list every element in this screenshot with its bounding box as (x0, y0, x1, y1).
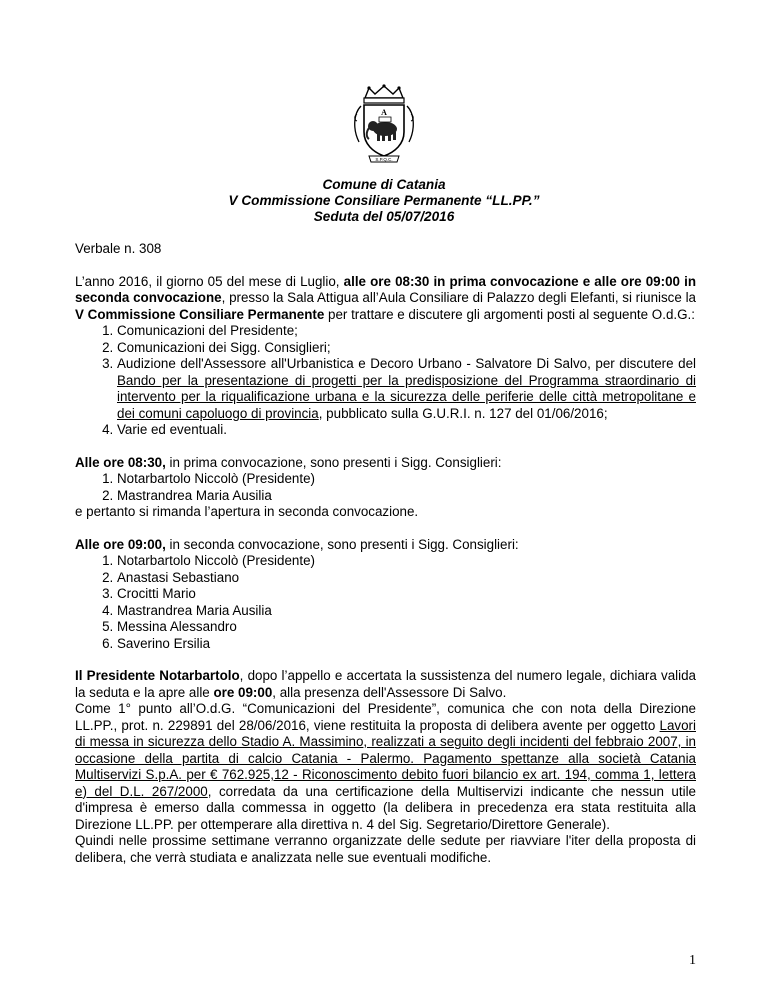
agenda-item-3-suffix: , pubblicato sulla G.U.R.I. n. 127 del 01/06/2016; (318, 405, 608, 421)
header-line-2: V Commissione Consiliare Permanente “LL.PP.” (228, 193, 540, 208)
president-name: Il Presidente Notarbartolo (75, 668, 240, 683)
opening-text-1: , dopo l’appello e accertata la sussistenza del numero legale, dichiara valida la seduta e la apre alle (75, 668, 696, 700)
intro-paragraph (75, 274, 696, 324)
crest-letter: A (381, 108, 387, 117)
catania-crest-logo (351, 84, 417, 164)
list-item: 6. Saverino Ersilia (117, 636, 696, 653)
opening-time: ore 09:00 (213, 684, 273, 700)
list-item: 3. Crocitti Mario (117, 586, 696, 603)
intro-bold-commission: V Commissione Consiliare Permanente (75, 306, 325, 322)
first-call-members (75, 471, 696, 504)
agenda-item-2: 2. Comunicazioni dei Sigg. Consiglieri; (117, 340, 696, 357)
header-line-1: Comune di Catania (322, 177, 446, 192)
document-body (75, 241, 696, 866)
opening-paragraph (75, 668, 696, 701)
verbale-number: Verbale n. 308 (75, 241, 162, 256)
second-call-members (75, 553, 696, 652)
communication-text: Come 1° punto all’O.d.G. “Comunicazioni del Presidente”, comunica che con nota della Direzione LL.PP., prot. n. 229891 del 28/06/2016, viene restituita la proposta di delibera avente per oggetto (75, 701, 696, 733)
list-item: 2. Mastrandrea Maria Ausilia (117, 488, 696, 505)
agenda-item-3-text: Audizione dell'Assessore all'Urbanistica e Decoro Urbano - Salvatore Di Salvo, per discutere del (117, 356, 696, 371)
closing-paragraph: Quindi nelle prossime settimane verranno organizzate delle sedute per riavviare l'iter della proposta di delibera, che verrà studiata e analizzata nelle sue eventuali modifiche. (75, 833, 696, 865)
agenda-list (75, 323, 696, 439)
second-call-text: in seconda convocazione, sono presenti i Sigg. Consiglieri: (165, 536, 519, 552)
agenda-item-4: 4. Varie ed eventuali. (117, 422, 696, 439)
first-call-time: Alle ore 08:30, (75, 454, 166, 470)
intro-text-1: L’anno 2016, il giorno 05 del mese di Luglio, (75, 273, 344, 289)
list-item: 4. Mastrandrea Maria Ausilia (117, 603, 696, 620)
intro-text-3: per trattare e discutere gli argomenti posti al seguente O.d.G.: (324, 306, 695, 322)
first-call-text: in prima convocazione, sono presenti i Sigg. Consiglieri: (165, 454, 502, 470)
agenda-item-1: 1. Comunicazioni del Presidente; (117, 323, 696, 340)
list-item: 2. Anastasi Sebastiano (117, 570, 696, 587)
second-call-heading (75, 537, 696, 554)
page-number: 1 (689, 953, 696, 968)
list-item: 1. Notarbartolo Niccolò (Presidente) (117, 471, 696, 488)
delibera-underlined-title: Lavori di messa in sicurezza dello Stadio A. Massimino, realizzati a seguito degli incidenti del febbraio 2007, in occasione della partita di calcio Catania - Palermo. Pagamento spettanze alla società Catania Multiservizi S.p.A. per € 762.925,12 - Riconoscimento debito fuori bilancio ex art. 194, comma 1, lettera e) del D.L. 267/2000 (75, 717, 696, 799)
opening-text-2: , alla presenza dell'Assessore Di Salvo. (272, 684, 507, 700)
list-item: 5. Messina Alessandro (117, 619, 696, 636)
header-line-3: Seduta del 05/07/2016 (313, 209, 455, 224)
communication-paragraph (75, 701, 696, 833)
intro-text-2: , presso la Sala Attigua all’Aula Consiliare di Palazzo degli Elefanti, si riunisce la (221, 290, 696, 305)
second-call-time: Alle ore 09:00, (75, 536, 166, 552)
intro-bold-times: alle ore 08:30 in prima convocazione e alle ore 09:00 in seconda convocazione (75, 273, 696, 305)
first-call-closing: e pertanto si rimanda l’apertura in seconda convocazione. (75, 504, 419, 519)
agenda-item-3-underlined-title: Bando per la presentazione di progetti per la predisposizione del Programma straordinario di intervento per la riqualificazione urbana e la sicurezza delle periferie delle città metropolitane e dei comuni capoluogo di provincia (117, 372, 696, 421)
first-call-heading (75, 455, 696, 472)
crest-motto: S.P.Q.C. (375, 157, 393, 162)
communication-suffix: , corredata da una certificazione della Multiservizi indicante che nessun utile d'impresa è emerso dalla commessa in oggetto (la delibera in precedenza era stata restituita alla Direzione LL.PP. per ottemperare alla direttiva n. 4 del Sig. Segretario/Direttore Generale). (75, 783, 696, 832)
list-item: 1. Notarbartolo Niccolò (Presidente) (117, 553, 696, 570)
agenda-item-3 (117, 356, 696, 422)
